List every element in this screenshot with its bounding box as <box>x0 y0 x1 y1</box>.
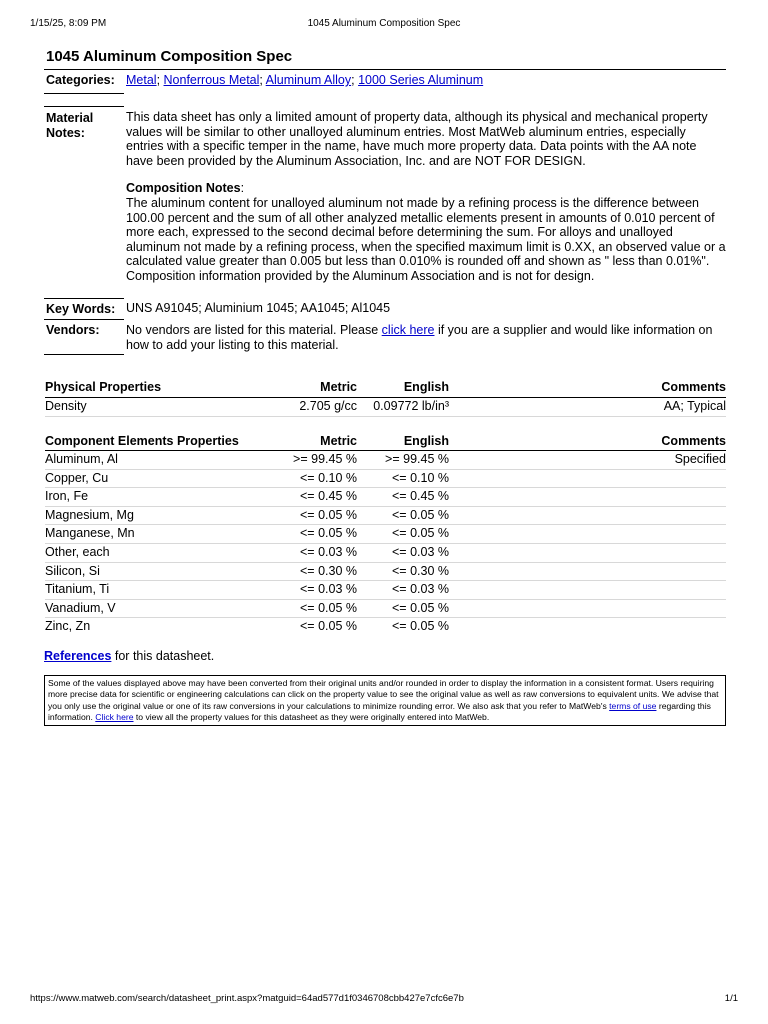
element-comment <box>449 469 726 488</box>
print-header <box>30 18 738 32</box>
key-words-row <box>44 298 726 321</box>
element-name: Zinc, Zn <box>45 619 91 634</box>
element-english-value[interactable]: >= 99.45 % <box>357 451 449 470</box>
property-comment: AA; Typical <box>449 397 726 416</box>
view-original-values-link[interactable]: Click here <box>95 711 134 722</box>
categories-row <box>44 70 726 94</box>
table-row <box>45 581 726 600</box>
element-english-value[interactable]: <= 0.10 % <box>357 469 449 488</box>
vendors-row <box>44 320 726 355</box>
component-elements-header <box>45 432 726 451</box>
element-name: Silicon, Si <box>45 562 281 581</box>
categories-label: Categories: <box>44 73 124 94</box>
property-name: Density <box>45 397 281 416</box>
table-row <box>45 562 726 581</box>
element-comment <box>449 544 726 563</box>
element-metric-value[interactable]: <= 0.05 % <box>281 599 357 618</box>
element-english-value[interactable]: <= 0.05 % <box>357 599 449 618</box>
vendors-click-here-link[interactable]: click here <box>381 323 435 338</box>
english-column-header: English <box>357 432 449 451</box>
material-notes-label <box>44 106 124 284</box>
element-name: Vanadium, V <box>45 599 281 618</box>
element-comment <box>449 506 726 525</box>
element-metric-value[interactable]: <= 0.10 % <box>281 469 357 488</box>
element-english-value[interactable]: <= 0.05 % <box>357 525 449 544</box>
table-row <box>45 599 726 618</box>
disclaimer-box <box>44 675 726 726</box>
disclaimer-text-part2: regarding this information. <box>48 700 711 722</box>
datasheet <box>44 48 726 726</box>
category-link-1000-series-aluminum[interactable]: 1000 Series Aluminum <box>358 73 484 87</box>
element-name: Magnesium, Mg <box>45 506 281 525</box>
table-row <box>45 469 726 488</box>
table-row <box>45 488 726 507</box>
metric-column-header: Metric <box>281 378 357 397</box>
vendors-text-after: if you are a supplier and would like information on how to add your listing to this material. <box>126 323 713 352</box>
disclaimer-text-part1: Some of the values displayed above may have been converted from their original units and/or rounded in order to display the information in a consistent format. Users requiring more precise data for scientific or engineering calculations can click on the property value to see the original value as well as raw conversions to equivalent units. We advise that you only use the original value or one of its raw conversions in your calculations to minimize rounding error. We also ask that you refer to MatWeb's <box>48 678 719 711</box>
element-english-value[interactable]: <= 0.05 % <box>392 619 449 634</box>
element-comment <box>449 525 726 544</box>
page-number: 1/1 <box>724 993 738 1004</box>
references-text: for this datasheet. <box>111 649 215 664</box>
comments-column-header: Comments <box>449 378 726 397</box>
element-comment <box>449 618 726 636</box>
table-row <box>45 397 726 416</box>
references-link[interactable]: References <box>44 649 112 664</box>
element-name: Aluminum, Al <box>45 451 281 470</box>
page-title: 1045 Aluminum Composition Spec <box>44 48 726 70</box>
physical-properties-heading: Physical Properties <box>45 378 281 397</box>
element-english-value[interactable]: <= 0.05 % <box>357 506 449 525</box>
vendors-text-before: No vendors are listed for this material. Please <box>126 323 382 338</box>
element-metric-value[interactable]: <= 0.05 % <box>281 506 357 525</box>
element-english-value[interactable]: <= 0.03 % <box>357 581 449 600</box>
composition-notes-text: The aluminum content for unalloyed aluminum not made by a refining process is the difference between 100.00 percent and the sum of all other analyzed metallic elements present in amounts of 0.010 percent of more each, expressed to the second decimal before determining the sum. For alloys and unalloyed aluminum not made by a refining process, when the specified maximum limit is 0.XX, an observed value or a calculated value greater than 0.005 but less than 0.010% is rounded off and shown as " less than 0.01%". Composition information provided by the Aluminum Association and is not for design. <box>126 195 726 283</box>
material-notes-paragraph: This data sheet has only a limited amount of property data, although its physical and mechanical property values will be similar to other unalloyed aluminum entries. Most MatWeb aluminum entries, especially entries with a specific temper in the name, have much more property data. Data points with the AA note have been provided by the Aluminum Association, Inc. and are NOT FOR DESIGN. <box>126 110 708 168</box>
material-notes-label-line1: Material <box>46 111 94 125</box>
component-elements-table <box>45 432 726 637</box>
element-name: Iron, Fe <box>45 488 281 507</box>
element-name: Manganese, Mn <box>45 525 281 544</box>
references-line <box>44 649 726 663</box>
print-footer <box>30 993 738 1007</box>
element-metric-value[interactable]: >= 99.45 % <box>281 451 357 470</box>
element-english-value[interactable]: <= 0.30 % <box>357 562 449 581</box>
terms-of-use-link[interactable]: terms of use <box>609 700 657 711</box>
material-notes-label-line2: Notes: <box>46 125 85 140</box>
table-row <box>45 451 726 470</box>
element-comment <box>449 599 726 618</box>
table-row <box>45 506 726 525</box>
element-comment <box>449 581 726 600</box>
element-metric-value[interactable]: <= 0.03 % <box>281 544 357 563</box>
category-separator: ; <box>259 73 266 87</box>
material-notes-content <box>124 106 726 284</box>
element-metric-value[interactable]: <= 0.03 % <box>281 581 357 600</box>
element-english-value[interactable]: <= 0.45 % <box>357 488 449 507</box>
element-name: Titanium, Ti <box>45 581 281 600</box>
element-name: Copper, Cu <box>45 469 281 488</box>
element-comment <box>449 562 726 581</box>
english-column-header: English <box>357 378 449 397</box>
composition-notes-heading <box>126 181 726 196</box>
element-metric-value[interactable]: <= 0.45 % <box>281 488 357 507</box>
material-notes-row <box>44 106 726 284</box>
categories-list <box>124 73 726 94</box>
category-link-nonferrous-metal[interactable]: Nonferrous Metal <box>163 73 260 87</box>
metric-column-header: Metric <box>281 432 357 451</box>
physical-properties-table <box>45 378 726 416</box>
table-row <box>45 525 726 544</box>
composition-notes-heading-text: Composition Notes <box>126 181 241 196</box>
print-title: 1045 Aluminum Composition Spec <box>307 18 461 29</box>
vendors-label: Vendors: <box>44 320 124 355</box>
print-datetime: 1/15/25, 8:09 PM <box>30 18 107 29</box>
category-separator: ; <box>351 73 359 87</box>
table-row <box>45 618 726 636</box>
disclaimer-text-part3: to view all the property values for this datasheet as they were originally entered into MatWeb. <box>133 711 490 722</box>
comments-column-header: Comments <box>449 432 726 451</box>
element-metric-value[interactable]: <= 0.05 % <box>281 525 357 544</box>
physical-properties-header <box>45 378 726 397</box>
element-metric-value[interactable]: <= 0.05 % <box>300 619 357 634</box>
element-english-value[interactable]: <= 0.03 % <box>357 544 449 563</box>
element-metric-value[interactable]: <= 0.30 % <box>281 562 357 581</box>
property-english-value[interactable]: 0.09772 lb/in³ <box>357 397 449 416</box>
category-link-aluminum-alloy[interactable]: Aluminum Alloy <box>265 73 352 87</box>
element-name: Other, each <box>45 544 281 563</box>
key-words-label: Key Words: <box>44 298 124 321</box>
vendors-value <box>124 320 726 355</box>
category-separator: ; <box>156 73 164 87</box>
element-comment: Specified <box>449 451 726 470</box>
component-elements-heading: Component Elements Properties <box>45 432 281 451</box>
element-comment <box>449 488 726 507</box>
key-words-value: UNS A91045; Aluminium 1045; AA1045; Al1045 <box>126 300 391 315</box>
category-link-metal[interactable]: Metal <box>126 73 157 87</box>
composition-notes-colon: : <box>240 181 245 196</box>
table-row <box>45 544 726 563</box>
print-url: https://www.matweb.com/search/datasheet_print.aspx?matguid=64ad577d1f0346708cbb427e7cfc6e7b <box>30 993 464 1004</box>
property-metric-value[interactable]: 2.705 g/cc <box>281 397 357 416</box>
